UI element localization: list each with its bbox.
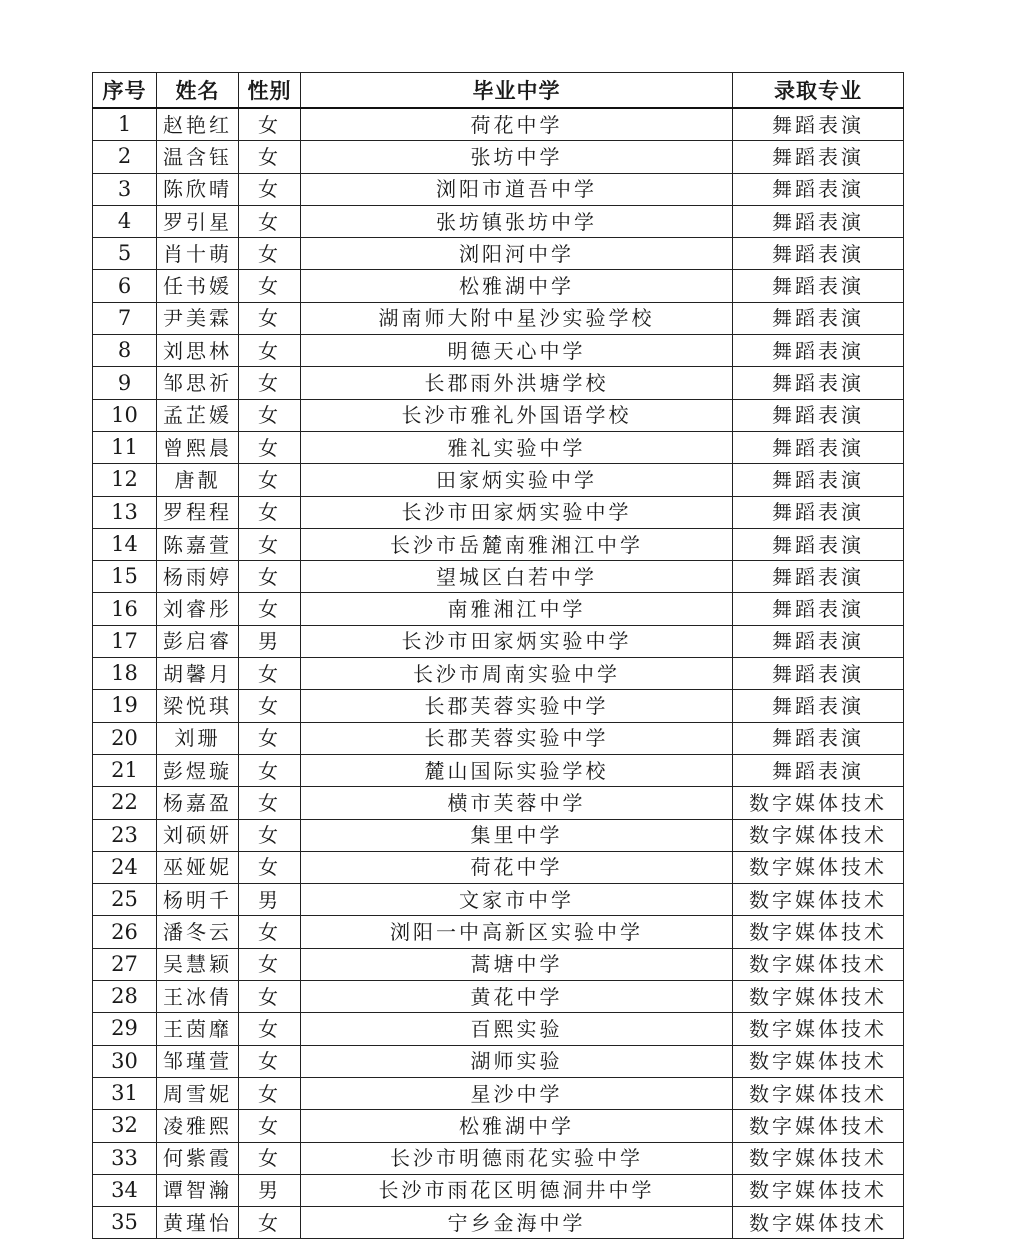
graduating-school-cell: 长沙市田家炳实验中学 (301, 496, 733, 528)
student-name-cell: 曾熙晨 (157, 431, 239, 463)
gender-cell: 女 (239, 496, 301, 528)
gender-cell: 男 (239, 625, 301, 657)
serial-number-cell: 25 (93, 884, 157, 916)
admitted-major-cell: 数字媒体技术 (733, 1207, 904, 1239)
admitted-major-cell: 数字媒体技术 (733, 981, 904, 1013)
student-name-cell: 邹思祈 (157, 367, 239, 399)
graduating-school-cell: 百熙实验 (301, 1013, 733, 1045)
admitted-major-cell: 数字媒体技术 (733, 1045, 904, 1077)
student-name-cell: 尹美霖 (157, 302, 239, 334)
admitted-major-cell: 舞蹈表演 (733, 367, 904, 399)
gender-cell: 女 (239, 754, 301, 786)
student-name-cell: 巫娅妮 (157, 851, 239, 883)
graduating-school-cell: 长郡芙蓉实验中学 (301, 722, 733, 754)
gender-cell: 女 (239, 690, 301, 722)
student-name-cell: 唐靓 (157, 464, 239, 496)
header-serial-number: 序号 (93, 73, 157, 109)
serial-number-cell: 18 (93, 658, 157, 690)
gender-cell: 女 (239, 981, 301, 1013)
student-name-cell: 凌雅熙 (157, 1110, 239, 1142)
serial-number-cell: 7 (93, 302, 157, 334)
graduating-school-cell: 张坊中学 (301, 141, 733, 173)
student-name-cell: 周雪妮 (157, 1077, 239, 1109)
admitted-major-cell: 数字媒体技术 (733, 1142, 904, 1174)
graduating-school-cell: 黄花中学 (301, 981, 733, 1013)
admitted-major-cell: 舞蹈表演 (733, 399, 904, 431)
header-graduating-school: 毕业中学 (301, 73, 733, 109)
graduating-school-cell: 松雅湖中学 (301, 270, 733, 302)
student-name-cell: 彭启睿 (157, 625, 239, 657)
table-row (93, 302, 904, 334)
gender-cell: 女 (239, 593, 301, 625)
admitted-major-cell: 数字媒体技术 (733, 1013, 904, 1045)
table-row (93, 431, 904, 463)
graduating-school-cell: 文家市中学 (301, 884, 733, 916)
header-gender: 性别 (239, 73, 301, 109)
table-row (93, 141, 904, 173)
admitted-major-cell: 舞蹈表演 (733, 141, 904, 173)
serial-number-cell: 17 (93, 625, 157, 657)
student-name-cell: 王茵靡 (157, 1013, 239, 1045)
table-row (93, 819, 904, 851)
student-name-cell: 潘冬云 (157, 916, 239, 948)
table-row (93, 1110, 904, 1142)
student-name-cell: 陈欣晴 (157, 173, 239, 205)
admitted-major-cell: 舞蹈表演 (733, 431, 904, 463)
student-name-cell: 孟芷媛 (157, 399, 239, 431)
graduating-school-cell: 麓山国际实验学校 (301, 754, 733, 786)
student-name-cell: 陈嘉萱 (157, 528, 239, 560)
graduating-school-cell: 长沙市雨花区明德洞井中学 (301, 1174, 733, 1206)
graduating-school-cell: 长郡芙蓉实验中学 (301, 690, 733, 722)
graduating-school-cell: 南雅湘江中学 (301, 593, 733, 625)
gender-cell: 女 (239, 916, 301, 948)
serial-number-cell: 31 (93, 1077, 157, 1109)
graduating-school-cell: 集里中学 (301, 819, 733, 851)
graduating-school-cell: 长沙市田家炳实验中学 (301, 625, 733, 657)
graduating-school-cell: 望城区白若中学 (301, 561, 733, 593)
gender-cell: 女 (239, 173, 301, 205)
gender-cell: 女 (239, 787, 301, 819)
serial-number-cell: 3 (93, 173, 157, 205)
table-row (93, 1142, 904, 1174)
gender-cell: 女 (239, 722, 301, 754)
table-row (93, 238, 904, 270)
graduating-school-cell: 荷花中学 (301, 108, 733, 141)
gender-cell: 女 (239, 464, 301, 496)
gender-cell: 女 (239, 1207, 301, 1239)
graduating-school-cell: 长沙市周南实验中学 (301, 658, 733, 690)
table-row (93, 496, 904, 528)
serial-number-cell: 15 (93, 561, 157, 593)
serial-number-cell: 35 (93, 1207, 157, 1239)
graduating-school-cell: 浏阳一中高新区实验中学 (301, 916, 733, 948)
gender-cell: 女 (239, 1013, 301, 1045)
table-row (93, 335, 904, 367)
student-name-cell: 王冰倩 (157, 981, 239, 1013)
student-name-cell: 何紫霞 (157, 1142, 239, 1174)
admitted-major-cell: 舞蹈表演 (733, 270, 904, 302)
graduating-school-cell: 横市芙蓉中学 (301, 787, 733, 819)
header-row (93, 73, 904, 109)
graduating-school-cell: 雅礼实验中学 (301, 431, 733, 463)
serial-number-cell: 12 (93, 464, 157, 496)
serial-number-cell: 20 (93, 722, 157, 754)
table-row (93, 722, 904, 754)
admitted-major-cell: 数字媒体技术 (733, 916, 904, 948)
gender-cell: 女 (239, 851, 301, 883)
header-admitted-major: 录取专业 (733, 73, 904, 109)
student-name-cell: 肖十萌 (157, 238, 239, 270)
student-name-cell: 邹瑾萱 (157, 1045, 239, 1077)
admitted-major-cell: 舞蹈表演 (733, 690, 904, 722)
table-row (93, 658, 904, 690)
gender-cell: 女 (239, 658, 301, 690)
table-row (93, 270, 904, 302)
serial-number-cell: 33 (93, 1142, 157, 1174)
serial-number-cell: 9 (93, 367, 157, 399)
graduating-school-cell: 田家炳实验中学 (301, 464, 733, 496)
table-row (93, 1013, 904, 1045)
admitted-major-cell: 舞蹈表演 (733, 625, 904, 657)
graduating-school-cell: 湖南师大附中星沙实验学校 (301, 302, 733, 334)
gender-cell: 女 (239, 431, 301, 463)
student-name-cell: 梁悦琪 (157, 690, 239, 722)
serial-number-cell: 16 (93, 593, 157, 625)
table-header (93, 73, 904, 109)
graduating-school-cell: 湖师实验 (301, 1045, 733, 1077)
admitted-major-cell: 舞蹈表演 (733, 658, 904, 690)
gender-cell: 女 (239, 1110, 301, 1142)
serial-number-cell: 4 (93, 205, 157, 237)
admitted-major-cell: 舞蹈表演 (733, 593, 904, 625)
serial-number-cell: 10 (93, 399, 157, 431)
admitted-major-cell: 舞蹈表演 (733, 108, 904, 141)
admitted-major-cell: 数字媒体技术 (733, 1110, 904, 1142)
serial-number-cell: 2 (93, 141, 157, 173)
student-name-cell: 罗程程 (157, 496, 239, 528)
serial-number-cell: 11 (93, 431, 157, 463)
gender-cell: 女 (239, 948, 301, 980)
serial-number-cell: 30 (93, 1045, 157, 1077)
serial-number-cell: 28 (93, 981, 157, 1013)
serial-number-cell: 32 (93, 1110, 157, 1142)
graduating-school-cell: 松雅湖中学 (301, 1110, 733, 1142)
admitted-major-cell: 数字媒体技术 (733, 819, 904, 851)
graduating-school-cell: 荷花中学 (301, 851, 733, 883)
serial-number-cell: 5 (93, 238, 157, 270)
table-row (93, 367, 904, 399)
serial-number-cell: 13 (93, 496, 157, 528)
admitted-major-cell: 舞蹈表演 (733, 302, 904, 334)
table-row (93, 625, 904, 657)
graduating-school-cell: 蒿塘中学 (301, 948, 733, 980)
student-name-cell: 谭智瀚 (157, 1174, 239, 1206)
table-row (93, 205, 904, 237)
table-row (93, 173, 904, 205)
student-name-cell: 杨雨婷 (157, 561, 239, 593)
gender-cell: 女 (239, 399, 301, 431)
gender-cell: 女 (239, 528, 301, 560)
admitted-major-cell: 舞蹈表演 (733, 561, 904, 593)
gender-cell: 女 (239, 302, 301, 334)
serial-number-cell: 8 (93, 335, 157, 367)
graduating-school-cell: 长沙市雅礼外国语学校 (301, 399, 733, 431)
serial-number-cell: 1 (93, 108, 157, 141)
student-name-cell: 杨嘉盈 (157, 787, 239, 819)
table-row (93, 561, 904, 593)
admitted-major-cell: 舞蹈表演 (733, 173, 904, 205)
table-row (93, 464, 904, 496)
table-row (93, 981, 904, 1013)
gender-cell: 女 (239, 141, 301, 173)
admitted-major-cell: 舞蹈表演 (733, 238, 904, 270)
serial-number-cell: 21 (93, 754, 157, 786)
serial-number-cell: 23 (93, 819, 157, 851)
gender-cell: 女 (239, 1045, 301, 1077)
header-name: 姓名 (157, 73, 239, 109)
student-name-cell: 温含钰 (157, 141, 239, 173)
table-body (93, 108, 904, 1239)
gender-cell: 女 (239, 367, 301, 399)
serial-number-cell: 29 (93, 1013, 157, 1045)
student-name-cell: 吴慧颖 (157, 948, 239, 980)
admission-list-sheet (92, 72, 903, 1239)
admitted-major-cell: 数字媒体技术 (733, 1077, 904, 1109)
gender-cell: 女 (239, 335, 301, 367)
gender-cell: 女 (239, 819, 301, 851)
admitted-major-cell: 数字媒体技术 (733, 787, 904, 819)
graduating-school-cell: 长沙市明德雨花实验中学 (301, 1142, 733, 1174)
admitted-major-cell: 舞蹈表演 (733, 335, 904, 367)
student-name-cell: 彭煜璇 (157, 754, 239, 786)
gender-cell: 女 (239, 205, 301, 237)
admitted-major-cell: 舞蹈表演 (733, 528, 904, 560)
student-name-cell: 任书媛 (157, 270, 239, 302)
admitted-major-cell: 舞蹈表演 (733, 496, 904, 528)
serial-number-cell: 19 (93, 690, 157, 722)
table-row (93, 108, 904, 141)
admission-table (92, 72, 904, 1239)
gender-cell: 男 (239, 1174, 301, 1206)
student-name-cell: 罗引星 (157, 205, 239, 237)
graduating-school-cell: 长郡雨外洪塘学校 (301, 367, 733, 399)
table-row (93, 690, 904, 722)
admitted-major-cell: 舞蹈表演 (733, 754, 904, 786)
admitted-major-cell: 数字媒体技术 (733, 884, 904, 916)
serial-number-cell: 14 (93, 528, 157, 560)
admitted-major-cell: 数字媒体技术 (733, 948, 904, 980)
table-row (93, 948, 904, 980)
gender-cell: 男 (239, 884, 301, 916)
table-row (93, 754, 904, 786)
admitted-major-cell: 数字媒体技术 (733, 851, 904, 883)
student-name-cell: 胡馨月 (157, 658, 239, 690)
serial-number-cell: 26 (93, 916, 157, 948)
table-row (93, 851, 904, 883)
table-row (93, 1174, 904, 1206)
graduating-school-cell: 星沙中学 (301, 1077, 733, 1109)
serial-number-cell: 34 (93, 1174, 157, 1206)
gender-cell: 女 (239, 561, 301, 593)
gender-cell: 女 (239, 238, 301, 270)
serial-number-cell: 24 (93, 851, 157, 883)
student-name-cell: 刘思林 (157, 335, 239, 367)
admitted-major-cell: 舞蹈表演 (733, 205, 904, 237)
table-row (93, 884, 904, 916)
admitted-major-cell: 数字媒体技术 (733, 1174, 904, 1206)
gender-cell: 女 (239, 270, 301, 302)
serial-number-cell: 27 (93, 948, 157, 980)
student-name-cell: 刘硕妍 (157, 819, 239, 851)
gender-cell: 女 (239, 108, 301, 141)
table-row (93, 528, 904, 560)
serial-number-cell: 6 (93, 270, 157, 302)
table-row (93, 1207, 904, 1239)
student-name-cell: 杨明千 (157, 884, 239, 916)
graduating-school-cell: 长沙市岳麓南雅湘江中学 (301, 528, 733, 560)
admitted-major-cell: 舞蹈表演 (733, 464, 904, 496)
gender-cell: 女 (239, 1077, 301, 1109)
graduating-school-cell: 张坊镇张坊中学 (301, 205, 733, 237)
serial-number-cell: 22 (93, 787, 157, 819)
student-name-cell: 赵艳红 (157, 108, 239, 141)
student-name-cell: 刘睿彤 (157, 593, 239, 625)
table-row (93, 1077, 904, 1109)
graduating-school-cell: 明德天心中学 (301, 335, 733, 367)
student-name-cell: 刘珊 (157, 722, 239, 754)
graduating-school-cell: 浏阳市道吾中学 (301, 173, 733, 205)
table-row (93, 593, 904, 625)
table-row (93, 399, 904, 431)
admitted-major-cell: 舞蹈表演 (733, 722, 904, 754)
table-row (93, 916, 904, 948)
graduating-school-cell: 宁乡金海中学 (301, 1207, 733, 1239)
gender-cell: 女 (239, 1142, 301, 1174)
table-row (93, 1045, 904, 1077)
table-row (93, 787, 904, 819)
student-name-cell: 黄瑾怡 (157, 1207, 239, 1239)
graduating-school-cell: 浏阳河中学 (301, 238, 733, 270)
